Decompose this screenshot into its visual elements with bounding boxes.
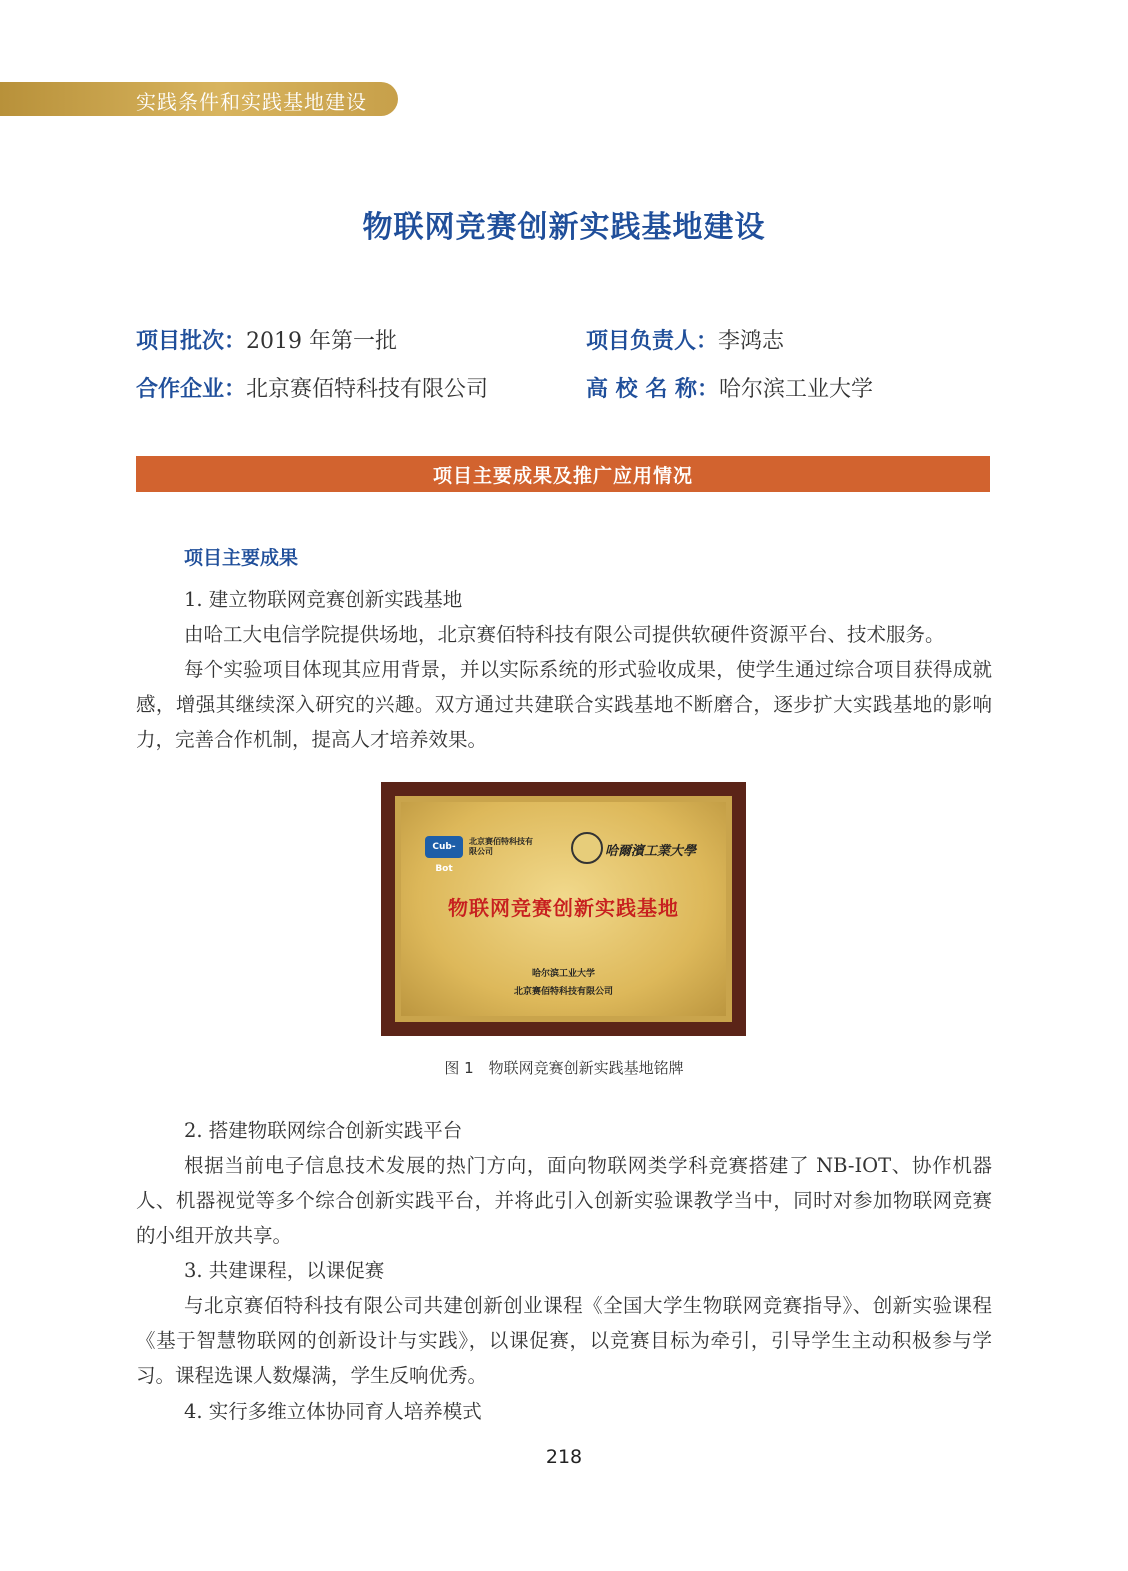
meta-company: [136, 372, 488, 403]
paragraph-6: 3. 共建课程，以课促赛: [184, 1259, 385, 1282]
paragraph-5: 根据当前电子信息技术发展的热门方向，面向物联网类学科竞赛搭建了 NB-IOT、协作机器人、机器视觉等多个综合创新实践平台，并将此引入创新实验课教学当中，同时对参加物联网竞赛的小组开放共享。: [136, 1154, 992, 1247]
paragraph-8: 4. 实行多维立体协同育人培养模式: [184, 1400, 482, 1423]
meta-batch-value: 2019 年第一批: [246, 329, 397, 354]
paragraph-2: 由哈工大电信学院提供场地，北京赛佰特科技有限公司提供软硬件资源平台、技术服务。: [184, 623, 945, 646]
company-logo: Cub-Bot: [425, 836, 463, 858]
meta-leader: [586, 324, 784, 355]
meta-school-value: 哈尔滨工业大学: [718, 377, 873, 402]
section-title: 项目主要成果及推广应用情况: [432, 465, 693, 487]
meta-school: [586, 372, 873, 403]
meta-company-value: 北京赛佰特科技有限公司: [246, 377, 489, 402]
university-seal-icon: [571, 832, 603, 864]
meta-leader-value: 李鸿志: [718, 329, 785, 354]
subsection-title: 项目主要成果: [184, 547, 299, 569]
meta-company-label: 合作企业：: [136, 377, 247, 402]
plaque-main-text: 物联网竞赛创新实践基地: [448, 896, 679, 920]
paragraph-7: 与北京赛佰特科技有限公司共建创新创业课程《全国大学生物联网竞赛指导》、创新实验课程《基于智慧物联网的创新设计与实践》，以课促赛，以竞赛目标为牵引，引导学生主动积极参与学习。课程选课人数爆满，学生反响优秀。: [136, 1294, 992, 1387]
plaque-bottom-line-1: 哈尔滨工业大学: [531, 969, 595, 979]
plaque-image: [381, 782, 746, 1036]
figure-caption: 图 1 物联网竞赛创新实践基地铭牌: [444, 1059, 684, 1077]
running-header: 实践条件和实践基地建设: [136, 90, 367, 114]
page-number: 218: [545, 1446, 583, 1468]
paragraph-4: 2. 搭建物联网综合创新实践平台: [184, 1119, 463, 1142]
paragraph-1: 1. 建立物联网竞赛创新实践基地: [184, 588, 463, 611]
plaque-bottom-line-2: 北京赛佰特科技有限公司: [513, 987, 613, 997]
plaque-company-small: 北京赛佰特科技有限公司: [469, 837, 533, 856]
meta-batch: [136, 324, 397, 355]
university-logo-text: 哈爾濱工業大學: [605, 844, 697, 859]
meta-school-label: 高 校 名 称：: [586, 377, 719, 402]
page-title: 物联网竞赛创新实践基地建设: [362, 210, 766, 245]
meta-leader-label: 项目负责人：: [586, 329, 719, 354]
plaque-face: [395, 796, 732, 1022]
meta-batch-label: 项目批次：: [136, 329, 247, 354]
paragraph-3: 每个实验项目体现其应用背景，并以实际系统的形式验收成果，使学生通过综合项目获得成就感，增强其继续深入研究的兴趣。双方通过共建联合实践基地不断磨合，逐步扩大实践基地的影响力，完善合作机制，提高人才培养效果。: [136, 658, 992, 751]
